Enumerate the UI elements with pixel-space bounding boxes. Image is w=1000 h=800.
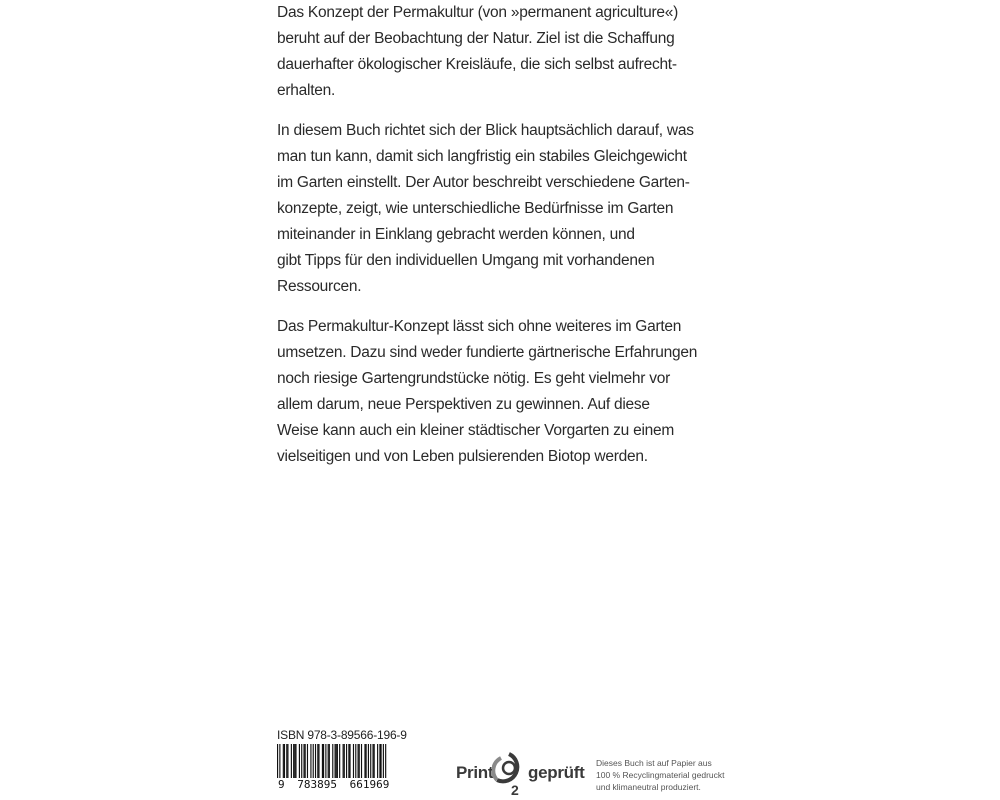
barcode-bar [317,744,318,778]
text-line: erhalten. [277,82,336,99]
text-line: konzepte, zeigt, wie unterschiedliche Bedürfnisse im Garten [277,200,674,217]
barcode-bar [315,744,316,778]
barcode-bar [348,744,349,778]
barcode-bar [379,744,380,778]
isbn-label: ISBN 978-3-89566-196-9 [277,728,407,742]
barcode-bar [303,744,304,778]
barcode-bar [372,744,373,778]
barcode-bar [381,744,382,778]
recycle-note-line: 100 % Recyclingmaterial gedruckt [596,770,725,780]
logo-word-gepruft: geprüft [528,763,585,782]
logo-word-print: Print [456,763,494,782]
text-line: beruht auf der Beobachtung der Natur. Ziel ist die Schaffung [277,30,675,47]
barcode-bar [301,744,302,778]
barcode-bar [337,744,338,778]
barcode-bar [336,744,337,778]
barcode-bar [310,744,311,778]
barcode-bar [287,744,288,778]
text-line: Das Konzept der Permakultur (von »permanent agriculture«) [277,4,679,21]
co2-recycle-icon [492,750,526,798]
barcode-bar [294,744,295,778]
barcode-bar [325,744,326,778]
recycle-note [596,757,746,793]
barcode-bar [313,744,314,778]
barcode-bar [339,744,340,778]
text-line: man tun kann, damit sich langfristig ein stabiles Gleichgewicht [277,148,687,165]
barcode-first-digit: 9 [278,778,285,791]
barcode-bar [370,744,371,778]
blurb-paragraph-3 [277,314,717,470]
text-line: Das Permakultur-Konzept lässt sich ohne weiteres im Garten [277,318,682,335]
text-line: im Garten einstellt. Der Autor beschreibt verschiedene Garten- [277,174,690,191]
barcode-bar [349,744,350,778]
print-co2-logo [456,750,586,798]
barcode-bar [368,744,369,778]
blurb-paragraph-2 [277,118,717,300]
barcode-bar [346,744,347,778]
barcode-bar [355,744,356,778]
text-line: vielseitigen und von Leben pulsierenden Biotop werden. [277,448,648,465]
barcode-bar [359,744,360,778]
blurb-paragraph-1 [277,0,717,104]
barcode-digits [277,778,395,791]
barcode-bar [305,744,306,778]
text-line: In diesem Buch richtet sich der Blick hauptsächlich darauf, was [277,122,694,139]
barcode-bar [374,744,375,778]
barcode-bar [361,744,362,778]
text-line: noch riesige Gartengrundstücke nötig. Es geht vielmehr vor [277,370,671,387]
barcode-bar [353,744,354,778]
barcode-bar [328,744,329,778]
barcode-bar [295,744,296,778]
barcode-bar [377,744,378,778]
barcode-bar [286,744,287,778]
barcode-bar [344,744,345,778]
barcode-bar [283,744,284,778]
barcode-bar [299,744,300,778]
text-line: miteinander in Einklang gebracht werden können, und [277,226,635,243]
text-line: dauerhafter ökologischer Kreisläufe, die sich selbst aufrecht- [277,56,677,73]
barcode-bar [307,744,308,778]
logo-o2-sub: 2 [511,782,519,798]
barcode-bar [335,744,336,778]
text-line: allem darum, neue Perspektiven zu gewinnen. Auf diese [277,396,650,413]
barcode-bar [329,744,330,778]
barcode-right-group: 661969 [349,778,390,791]
blurb-text [277,0,717,484]
text-line: Weise kann auch ein kleiner städtischer Vorgarten zu einem [277,422,675,439]
barcode-left-group: 783895 [297,778,337,791]
barcode-bar [358,744,359,778]
barcode-bar [318,744,319,778]
barcode-bar [343,744,344,778]
barcode-bar [364,744,365,778]
text-line: umsetzen. Dazu sind weder fundierte gärtnerische Erfahrungen [277,344,698,361]
barcode-bar [293,744,294,778]
barcode-bar [322,744,323,778]
recycle-note-line: Dieses Buch ist auf Papier aus [596,758,712,768]
barcode-bar [366,744,367,778]
text-line: gibt Tipps für den individuellen Umgang mit vorhandenen [277,252,655,269]
barcode-bar [284,744,285,778]
barcode-bar [291,744,292,778]
text-line: Ressourcen. [277,278,362,295]
barcode-bar [323,744,324,778]
recycle-note-line: und klimaneutral produziert. [596,782,701,792]
